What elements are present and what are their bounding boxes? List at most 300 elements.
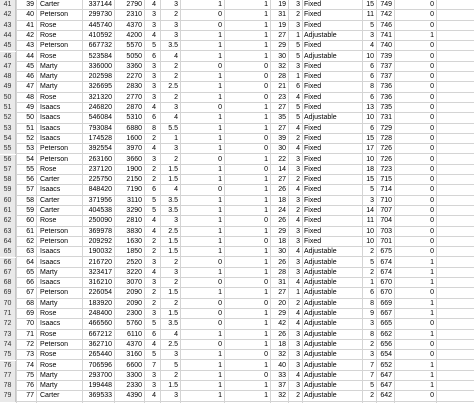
row-header[interactable]: 61: [0, 206, 16, 216]
cell-f[interactable]: 8: [152, 124, 156, 132]
cell-n[interactable]: 665: [380, 320, 392, 328]
cell-f[interactable]: 2: [152, 237, 156, 245]
cell-h2[interactable]: 1: [218, 330, 222, 338]
cell-m[interactable]: 10: [366, 155, 374, 163]
cell-e[interactable]: 2090: [126, 299, 142, 307]
cell-m[interactable]: 6: [370, 289, 374, 297]
cell-h2[interactable]: 0: [218, 186, 222, 194]
cell-k[interactable]: 1: [296, 73, 300, 81]
cell-e[interactable]: 2870: [126, 104, 142, 111]
cell-k[interactable]: 3: [296, 196, 300, 204]
cell-g[interactable]: 2.5: [168, 340, 178, 348]
cell-j[interactable]: 30: [278, 145, 286, 153]
cell-i[interactable]: 1: [264, 258, 268, 266]
cell-o[interactable]: 1: [430, 31, 434, 39]
cell-b[interactable]: 75: [26, 371, 34, 379]
cell-l[interactable]: Fixed: [304, 207, 322, 214]
cell-h2[interactable]: 1: [218, 73, 222, 81]
cell-f[interactable]: 3: [152, 62, 156, 70]
cell-o[interactable]: 0: [430, 155, 434, 163]
cell-c[interactable]: Rose: [40, 21, 57, 29]
cell-e[interactable]: 3970: [126, 145, 142, 153]
cell-h2[interactable]: 0: [218, 310, 222, 317]
cell-o[interactable]: 0: [430, 1, 434, 8]
cell-m[interactable]: 11: [366, 11, 374, 19]
cell-j[interactable]: 26: [278, 217, 286, 225]
cell-o[interactable]: 0: [430, 320, 434, 328]
cell-i[interactable]: 0: [264, 371, 268, 379]
cell-l[interactable]: Adjustable: [304, 351, 337, 359]
cell-l[interactable]: Fixed: [304, 62, 322, 70]
cell-k[interactable]: 4: [296, 124, 300, 132]
cell-n[interactable]: 656: [380, 340, 392, 348]
cell-o[interactable]: 0: [430, 11, 434, 19]
cell-e[interactable]: 2310: [126, 11, 142, 19]
cell-n[interactable]: 723: [380, 165, 392, 173]
cell-k[interactable]: 3: [296, 227, 300, 235]
cell-o[interactable]: 0: [430, 42, 434, 50]
cell-c[interactable]: Rose: [40, 52, 57, 60]
cell-k[interactable]: 3: [296, 340, 300, 348]
cell-h2[interactable]: 0: [218, 62, 222, 70]
cell-k[interactable]: 4: [296, 279, 300, 287]
cell-i[interactable]: 0: [264, 165, 268, 173]
cell-i[interactable]: 0: [264, 217, 268, 225]
row-header[interactable]: 41: [0, 0, 16, 10]
cell-l[interactable]: Adjustable: [304, 248, 337, 256]
cell-c[interactable]: Marty: [40, 62, 58, 70]
cell-b[interactable]: 53: [26, 145, 34, 153]
cell-e[interactable]: 4390: [126, 392, 142, 400]
cell-i[interactable]: 0: [264, 83, 268, 91]
cell-f[interactable]: 4: [152, 104, 156, 111]
cell-g[interactable]: 4: [174, 52, 178, 60]
row-header[interactable]: 46: [0, 52, 16, 62]
cell-j[interactable]: 28: [278, 268, 286, 276]
cell-e[interactable]: 2300: [126, 310, 142, 317]
cell-n[interactable]: 703: [380, 227, 392, 235]
cell-c[interactable]: Carter: [40, 176, 60, 184]
cell-b[interactable]: 60: [26, 217, 34, 225]
cell-n[interactable]: 735: [380, 104, 392, 111]
cell-g[interactable]: 1.5: [168, 237, 178, 245]
cell-k[interactable]: 3: [296, 155, 300, 163]
cell-g[interactable]: 1.5: [168, 382, 178, 390]
cell-g[interactable]: 2: [174, 371, 178, 379]
cell-i[interactable]: 1: [264, 52, 268, 60]
cell-h2[interactable]: 1: [218, 1, 222, 8]
cell-i[interactable]: 1: [264, 330, 268, 338]
cell-d[interactable]: 546084: [88, 114, 112, 122]
cell-e[interactable]: 5050: [126, 52, 142, 60]
cell-b[interactable]: 69: [26, 310, 34, 317]
cell-e[interactable]: 6600: [126, 361, 142, 369]
cell-m[interactable]: 3: [370, 351, 374, 359]
cell-g[interactable]: 2: [174, 299, 178, 307]
cell-m[interactable]: 7: [370, 361, 374, 369]
cell-d[interactable]: 323417: [88, 268, 112, 276]
cell-b[interactable]: 49: [26, 104, 34, 111]
cell-m[interactable]: 8: [370, 299, 374, 307]
cell-k[interactable]: 4: [296, 371, 300, 379]
row-header[interactable]: 79: [0, 391, 16, 401]
cell-f[interactable]: 3: [152, 73, 156, 81]
cell-g[interactable]: 3: [174, 268, 178, 276]
row-header[interactable]: 73: [0, 330, 16, 340]
cell-b[interactable]: 61: [26, 227, 34, 235]
cell-j[interactable]: 27: [278, 289, 286, 297]
cell-k[interactable]: 4: [296, 145, 300, 153]
row-header[interactable]: 65: [0, 247, 16, 257]
cell-c[interactable]: Rose: [40, 165, 57, 173]
cell-k[interactable]: 3: [296, 382, 300, 390]
cell-o[interactable]: 0: [430, 145, 434, 153]
cell-h2[interactable]: 1: [218, 217, 222, 225]
cell-e[interactable]: 3110: [126, 196, 142, 204]
cell-i[interactable]: 0: [264, 93, 268, 101]
cell-f[interactable]: 2: [152, 165, 156, 173]
cell-g[interactable]: 2: [174, 279, 178, 287]
cell-n[interactable]: 647: [380, 382, 392, 390]
cell-f[interactable]: 6: [152, 114, 156, 122]
cell-n[interactable]: 652: [380, 361, 392, 369]
row-header[interactable]: 75: [0, 350, 16, 360]
cell-h2[interactable]: 1: [218, 145, 222, 153]
cell-o[interactable]: 0: [430, 217, 434, 225]
cell-l[interactable]: Adjustable: [304, 114, 337, 122]
cell-b[interactable]: 40: [26, 11, 34, 19]
cell-c[interactable]: Carter: [40, 392, 60, 400]
cell-n[interactable]: 642: [380, 392, 392, 400]
cell-b[interactable]: 42: [26, 31, 34, 39]
cell-c[interactable]: Marty: [40, 382, 58, 390]
cell-j[interactable]: 18: [278, 340, 286, 348]
cell-l[interactable]: Fixed: [304, 176, 322, 184]
cell-o[interactable]: 0: [430, 196, 434, 204]
cell-g[interactable]: 3: [174, 392, 178, 400]
cell-g[interactable]: 4: [174, 330, 178, 338]
cell-b[interactable]: 59: [26, 207, 34, 214]
cell-b[interactable]: 72: [26, 340, 34, 348]
cell-o[interactable]: 0: [430, 52, 434, 60]
cell-f[interactable]: 4: [152, 217, 156, 225]
cell-j[interactable]: 27: [278, 124, 286, 132]
cell-k[interactable]: 4: [296, 320, 300, 328]
cell-n[interactable]: 737: [380, 62, 392, 70]
cell-o[interactable]: 1: [430, 330, 434, 338]
cell-f[interactable]: 6: [152, 52, 156, 60]
row-header[interactable]: 52: [0, 113, 16, 123]
cell-d[interactable]: 848420: [88, 186, 112, 194]
cell-e[interactable]: 2150: [126, 176, 142, 184]
cell-d[interactable]: 392554: [88, 145, 112, 153]
cell-i[interactable]: 1: [264, 320, 268, 328]
cell-o[interactable]: 0: [430, 176, 434, 184]
row-header[interactable]: 77: [0, 371, 16, 381]
cell-d[interactable]: 209292: [88, 237, 112, 245]
cell-e[interactable]: 1900: [126, 165, 142, 173]
cell-m[interactable]: 2: [370, 248, 374, 256]
cell-k[interactable]: 1: [296, 289, 300, 297]
cell-o[interactable]: 0: [430, 104, 434, 111]
cell-j[interactable]: 27: [278, 104, 286, 111]
cell-m[interactable]: 3: [370, 320, 374, 328]
cell-c[interactable]: Marty: [40, 83, 58, 91]
cell-m[interactable]: 3: [370, 31, 374, 39]
cell-k[interactable]: 3: [296, 1, 300, 8]
cell-n[interactable]: 728: [380, 134, 392, 142]
cell-g[interactable]: 2: [174, 62, 178, 70]
cell-i[interactable]: 1: [264, 1, 268, 8]
cell-k[interactable]: 1: [296, 31, 300, 39]
cell-o[interactable]: 0: [430, 392, 434, 400]
row-header[interactable]: 72: [0, 319, 16, 329]
cell-c[interactable]: Carter: [40, 207, 60, 214]
cell-o[interactable]: 0: [430, 124, 434, 132]
cell-e[interactable]: 2790: [126, 1, 142, 8]
cell-h2[interactable]: 0: [218, 299, 222, 307]
cell-h2[interactable]: 0: [218, 340, 222, 348]
cell-k[interactable]: 3: [296, 268, 300, 276]
cell-h2[interactable]: 1: [218, 207, 222, 214]
cell-g[interactable]: 3: [174, 1, 178, 8]
cell-k[interactable]: 5: [296, 52, 300, 60]
cell-g[interactable]: 3: [174, 31, 178, 39]
cell-d[interactable]: 316210: [88, 279, 112, 287]
cell-i[interactable]: 1: [264, 196, 268, 204]
cell-k[interactable]: 4: [296, 310, 300, 317]
cell-o[interactable]: 1: [430, 258, 434, 266]
cell-m[interactable]: 5: [370, 21, 374, 29]
cell-e[interactable]: 2330: [126, 382, 142, 390]
cell-l[interactable]: Adjustable: [304, 371, 337, 379]
cell-m[interactable]: 1: [370, 279, 374, 287]
cell-j[interactable]: 42: [278, 320, 286, 328]
cell-j[interactable]: 23: [278, 93, 286, 101]
cell-i[interactable]: 1: [264, 289, 268, 297]
cell-n[interactable]: 742: [380, 11, 392, 19]
cell-n[interactable]: 670: [380, 289, 392, 297]
cell-f[interactable]: 7: [152, 361, 156, 369]
cell-m[interactable]: 6: [370, 124, 374, 132]
cell-n[interactable]: 667: [380, 310, 392, 317]
cell-f[interactable]: 2: [152, 134, 156, 142]
cell-g[interactable]: 4: [174, 186, 178, 194]
cell-e[interactable]: 4200: [126, 31, 142, 39]
cell-f[interactable]: 2: [152, 289, 156, 297]
cell-c[interactable]: Carter: [40, 1, 60, 8]
cell-l[interactable]: Fixed: [304, 11, 322, 19]
cell-c[interactable]: Peterson: [40, 237, 69, 245]
cell-o[interactable]: 0: [430, 248, 434, 256]
cell-l[interactable]: Adjustable: [304, 279, 337, 287]
cell-b[interactable]: 41: [26, 21, 34, 29]
cell-f[interactable]: 5: [152, 351, 156, 359]
cell-b[interactable]: 64: [26, 258, 34, 266]
cell-o[interactable]: 1: [430, 371, 434, 379]
cell-g[interactable]: 3.5: [168, 196, 178, 204]
cell-d[interactable]: 263160: [88, 155, 112, 163]
cell-b[interactable]: 51: [26, 124, 34, 132]
cell-l[interactable]: Fixed: [304, 217, 322, 225]
cell-m[interactable]: 15: [366, 176, 374, 184]
cell-e[interactable]: 3660: [126, 155, 142, 163]
cell-n[interactable]: 746: [380, 21, 392, 29]
cell-d[interactable]: 369978: [88, 227, 112, 235]
cell-g[interactable]: 2: [174, 93, 178, 101]
cell-e[interactable]: 7190: [126, 186, 142, 194]
cell-n[interactable]: 739: [380, 52, 392, 60]
cell-h2[interactable]: 1: [218, 52, 222, 60]
cell-m[interactable]: 10: [366, 52, 374, 60]
cell-b[interactable]: 63: [26, 248, 34, 256]
cell-l[interactable]: Adjustable: [304, 31, 337, 39]
cell-d[interactable]: 793084: [88, 124, 112, 132]
cell-b[interactable]: 62: [26, 237, 34, 245]
cell-n[interactable]: 731: [380, 114, 392, 122]
cell-l[interactable]: Fixed: [304, 155, 322, 163]
cell-n[interactable]: 714: [380, 186, 392, 194]
cell-l[interactable]: Fixed: [304, 237, 322, 245]
cell-f[interactable]: 5: [152, 320, 156, 328]
cell-o[interactable]: 0: [430, 165, 434, 173]
cell-c[interactable]: Peterson: [40, 340, 69, 348]
cell-m[interactable]: 10: [366, 237, 374, 245]
cell-l[interactable]: Fixed: [304, 104, 322, 111]
cell-f[interactable]: 4: [152, 31, 156, 39]
cell-b[interactable]: 55: [26, 165, 34, 173]
cell-n[interactable]: 741: [380, 31, 392, 39]
cell-m[interactable]: 2: [370, 392, 374, 400]
cell-k[interactable]: 2: [296, 176, 300, 184]
cell-c[interactable]: Marty: [40, 73, 58, 81]
cell-e[interactable]: 2270: [126, 73, 142, 81]
cell-c[interactable]: Isaacs: [40, 279, 61, 287]
cell-e[interactable]: 2770: [126, 93, 142, 101]
cell-d[interactable]: 466560: [88, 320, 112, 328]
cell-i[interactable]: 0: [264, 134, 268, 142]
cell-k[interactable]: 2: [296, 207, 300, 214]
cell-c[interactable]: Peterson: [40, 11, 69, 19]
cell-d[interactable]: 371956: [88, 196, 112, 204]
cell-m[interactable]: 11: [366, 217, 374, 225]
cell-j[interactable]: 37: [278, 382, 286, 390]
cell-e[interactable]: 3070: [126, 279, 142, 287]
cell-d[interactable]: 445740: [88, 21, 112, 29]
cell-k[interactable]: 4: [296, 93, 300, 101]
cell-f[interactable]: 3: [152, 155, 156, 163]
cell-j[interactable]: 31: [278, 11, 286, 19]
cell-b[interactable]: 46: [26, 73, 34, 81]
cell-l[interactable]: Adjustable: [304, 392, 337, 400]
cell-b[interactable]: 66: [26, 279, 34, 287]
cell-n[interactable]: 647: [380, 371, 392, 379]
cell-e[interactable]: 6880: [126, 124, 142, 132]
cell-j[interactable]: 32: [278, 392, 286, 400]
cell-c[interactable]: Marty: [40, 299, 58, 307]
cell-o[interactable]: 0: [430, 83, 434, 91]
cell-g[interactable]: 2.5: [168, 227, 178, 235]
cell-d[interactable]: 404538: [88, 207, 112, 214]
cell-i[interactable]: 0: [264, 279, 268, 287]
cell-e[interactable]: 3220: [126, 268, 142, 276]
cell-g[interactable]: 1.5: [168, 289, 178, 297]
cell-c[interactable]: Isaacs: [40, 248, 61, 256]
cell-j[interactable]: 30: [278, 52, 286, 60]
cell-i[interactable]: 1: [264, 382, 268, 390]
cell-f[interactable]: 6: [152, 330, 156, 338]
cell-l[interactable]: Adjustable: [304, 310, 337, 317]
cell-o[interactable]: 0: [430, 340, 434, 348]
cell-b[interactable]: 76: [26, 382, 34, 390]
cell-j[interactable]: 18: [278, 237, 286, 245]
cell-n[interactable]: 674: [380, 268, 392, 276]
cell-c[interactable]: Isaacs: [40, 258, 61, 266]
cell-b[interactable]: 57: [26, 186, 34, 194]
cell-c[interactable]: Rose: [40, 351, 57, 359]
row-header[interactable]: 50: [0, 93, 16, 103]
row-header[interactable]: 49: [0, 82, 16, 92]
cell-j[interactable]: 39: [278, 134, 286, 142]
cell-m[interactable]: 5: [370, 186, 374, 194]
cell-c[interactable]: Isaacs: [40, 134, 61, 142]
row-header[interactable]: 55: [0, 144, 16, 154]
cell-k[interactable]: 3: [296, 21, 300, 29]
cell-h2[interactable]: 1: [218, 361, 222, 369]
cell-h2[interactable]: 1: [218, 227, 222, 235]
cell-h2[interactable]: 1: [218, 165, 222, 173]
cell-g[interactable]: 2.5: [168, 83, 178, 91]
cell-n[interactable]: 704: [380, 217, 392, 225]
row-header[interactable]: 67: [0, 268, 16, 278]
cell-f[interactable]: 4: [152, 227, 156, 235]
cell-h2[interactable]: 1: [218, 42, 222, 50]
cell-g[interactable]: 1.5: [168, 310, 178, 317]
cell-o[interactable]: 0: [430, 289, 434, 297]
cell-h2[interactable]: 1: [218, 248, 222, 256]
row-header[interactable]: 69: [0, 288, 16, 298]
cell-f[interactable]: 5: [152, 196, 156, 204]
row-header[interactable]: 76: [0, 361, 16, 371]
cell-e[interactable]: 5310: [126, 114, 142, 122]
cell-l[interactable]: Fixed: [304, 21, 322, 29]
cell-e[interactable]: 3290: [126, 207, 142, 214]
row-header[interactable]: 58: [0, 175, 16, 185]
cell-o[interactable]: 0: [430, 73, 434, 81]
cell-f[interactable]: 4: [152, 340, 156, 348]
cell-c[interactable]: Rose: [40, 93, 57, 101]
cell-o[interactable]: 1: [430, 382, 434, 390]
cell-d[interactable]: 336000: [88, 62, 112, 70]
cell-d[interactable]: 248400: [88, 310, 112, 317]
cell-c[interactable]: Peterson: [40, 42, 69, 50]
cell-b[interactable]: 44: [26, 52, 34, 60]
cell-n[interactable]: 740: [380, 42, 392, 50]
cell-g[interactable]: 1.5: [168, 165, 178, 173]
cell-k[interactable]: 4: [296, 217, 300, 225]
cell-k[interactable]: 3: [296, 237, 300, 245]
cell-l[interactable]: Adjustable: [304, 382, 337, 390]
cell-k[interactable]: 5: [296, 104, 300, 111]
cell-o[interactable]: 0: [430, 93, 434, 101]
cell-k[interactable]: 2: [296, 11, 300, 19]
cell-o[interactable]: 1: [430, 299, 434, 307]
cell-n[interactable]: 675: [380, 248, 392, 256]
cell-m[interactable]: 18: [366, 165, 374, 173]
cell-i[interactable]: 0: [264, 73, 268, 81]
cell-c[interactable]: Marty: [40, 371, 58, 379]
cell-j[interactable]: 35: [278, 114, 286, 122]
